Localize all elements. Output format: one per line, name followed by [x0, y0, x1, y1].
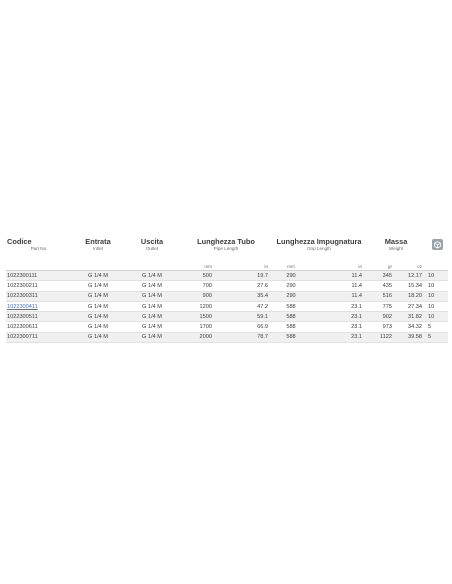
cell-outlet: G 1/4 M	[142, 293, 162, 300]
unit-pipe-in: in	[264, 264, 268, 269]
cell-pack: 5	[428, 324, 432, 331]
cell-pipe-in: 59.1	[257, 313, 268, 320]
cell-code: 1022300211	[7, 282, 38, 289]
cell-mass-gr: 1122	[379, 334, 392, 341]
cell-pipe-mm: 2000	[199, 334, 212, 341]
cell-pipe-in: 19.7	[257, 272, 268, 279]
header-outlet-sub: Outlet	[145, 246, 159, 251]
cell-grip-in: 23.1	[351, 324, 362, 331]
cell-code: 1022300711	[7, 334, 38, 341]
header-outlet: Uscita	[140, 237, 164, 246]
cell-pipe-in: 35.4	[257, 293, 268, 300]
cell-mass-oz: 34.32	[408, 324, 423, 331]
cell-grip-mm: 290	[286, 293, 296, 300]
cell-mass-gr: 902	[382, 313, 392, 320]
header-mass: Massa	[384, 237, 408, 246]
header-grip-sub: Grip Length	[306, 246, 331, 251]
cell-mass-oz: 18.20	[408, 293, 423, 300]
header-inlet: Entrata	[85, 237, 111, 246]
cell-outlet: G 1/4 M	[142, 303, 162, 310]
cell-outlet: G 1/4 M	[142, 334, 162, 341]
cell-mass-oz: 39.58	[408, 334, 423, 341]
cell-inlet: G 1/4 M	[88, 282, 108, 289]
cell-pipe-in: 66.9	[257, 324, 268, 331]
cell-pipe-mm: 900	[202, 293, 212, 300]
cell-grip-in: 11.4	[351, 282, 362, 289]
cell-grip-mm: 290	[286, 272, 296, 279]
header-inlet-sub: Intlet	[93, 246, 103, 251]
package-icon	[432, 239, 443, 250]
cell-inlet: G 1/4 M	[88, 272, 108, 279]
cell-pipe-in: 27.6	[257, 282, 268, 289]
cell-grip-in: 11.4	[351, 293, 362, 300]
unit-grip-in: in	[358, 264, 362, 269]
table-row	[6, 322, 448, 332]
cell-pipe-in: 47.2	[257, 303, 268, 310]
cell-inlet: G 1/4 M	[88, 324, 108, 331]
cell-inlet: G 1/4 M	[88, 313, 108, 320]
cell-grip-mm: 588	[286, 334, 296, 341]
header-code: Codice	[7, 237, 32, 246]
table-row	[6, 271, 448, 281]
cell-pack: 10	[428, 282, 435, 289]
cell-mass-oz: 12.17	[408, 272, 423, 279]
cell-mass-oz: 27.34	[408, 303, 423, 310]
cell-grip-mm: 588	[286, 303, 296, 310]
header-code-sub: Part No.	[30, 246, 48, 251]
table-row	[6, 291, 448, 301]
cell-grip-in: 23.1	[351, 313, 362, 320]
table-row	[6, 301, 448, 311]
cell-grip-in: 23.1	[351, 334, 362, 341]
cell-grip-mm: 588	[286, 313, 296, 320]
unit-grip-mm: mm	[287, 264, 295, 269]
cell-pipe-mm: 500	[202, 272, 212, 279]
cell-mass-gr: 775	[382, 303, 392, 310]
cell-pipe-mm: 1500	[199, 313, 212, 320]
cell-code-link[interactable]: 1022300411	[7, 303, 38, 310]
cell-pipe-in: 78.7	[257, 334, 268, 341]
cell-code: 1022300311	[7, 293, 38, 300]
cell-mass-oz: 31.82	[408, 313, 423, 320]
table-row	[6, 281, 448, 291]
cell-outlet: G 1/4 M	[142, 313, 162, 320]
cell-pack: 10	[428, 293, 435, 300]
cell-grip-in: 11.4	[351, 272, 362, 279]
cell-mass-gr: 345	[382, 272, 392, 279]
cell-code: 1022300611	[7, 324, 38, 331]
table-row	[6, 312, 448, 322]
cell-mass-gr: 973	[382, 324, 392, 331]
cell-grip-in: 23.1	[351, 303, 362, 310]
cell-mass-gr: 516	[382, 293, 392, 300]
unit-pipe-mm: mm	[204, 264, 212, 269]
header-mass-sub: Weight	[388, 246, 404, 251]
table-row	[6, 332, 448, 342]
header-pipe-length: Lunghezza Tubo	[197, 237, 255, 246]
unit-mass-oz: oz	[417, 264, 423, 269]
cell-outlet: G 1/4 M	[142, 282, 162, 289]
cell-grip-mm: 290	[286, 282, 296, 289]
product-table-container	[6, 234, 448, 343]
cell-code: 1022300511	[7, 313, 38, 320]
header-grip-length: Lunghezza Impugnatura	[276, 237, 362, 246]
cell-mass-oz: 15.34	[408, 282, 423, 289]
cell-outlet: G 1/4 M	[142, 272, 162, 279]
cell-pipe-mm: 700	[202, 282, 212, 289]
header-sub-row	[6, 246, 448, 254]
cell-pack: 10	[428, 303, 435, 310]
cell-pack: 5	[428, 334, 432, 341]
cell-mass-gr: 435	[382, 282, 392, 289]
cell-inlet: G 1/4 M	[88, 303, 108, 310]
cell-pipe-mm: 1200	[199, 303, 212, 310]
cell-pack: 10	[428, 272, 435, 279]
unit-mass-gr: gr	[387, 264, 392, 269]
cell-grip-mm: 588	[286, 324, 296, 331]
cell-pack: 10	[428, 313, 435, 320]
header-units-row	[6, 254, 448, 271]
header-pipe-sub: Pipe Length	[213, 246, 239, 251]
cell-outlet: G 1/4 M	[142, 324, 162, 331]
cell-code: 1022300111	[7, 272, 38, 279]
header-row	[6, 234, 448, 246]
header-pack	[426, 234, 448, 254]
cell-inlet: G 1/4 M	[88, 293, 108, 300]
product-spec-table	[6, 234, 448, 343]
cell-inlet: G 1/4 M	[88, 334, 108, 341]
cell-pipe-mm: 1700	[199, 324, 212, 331]
